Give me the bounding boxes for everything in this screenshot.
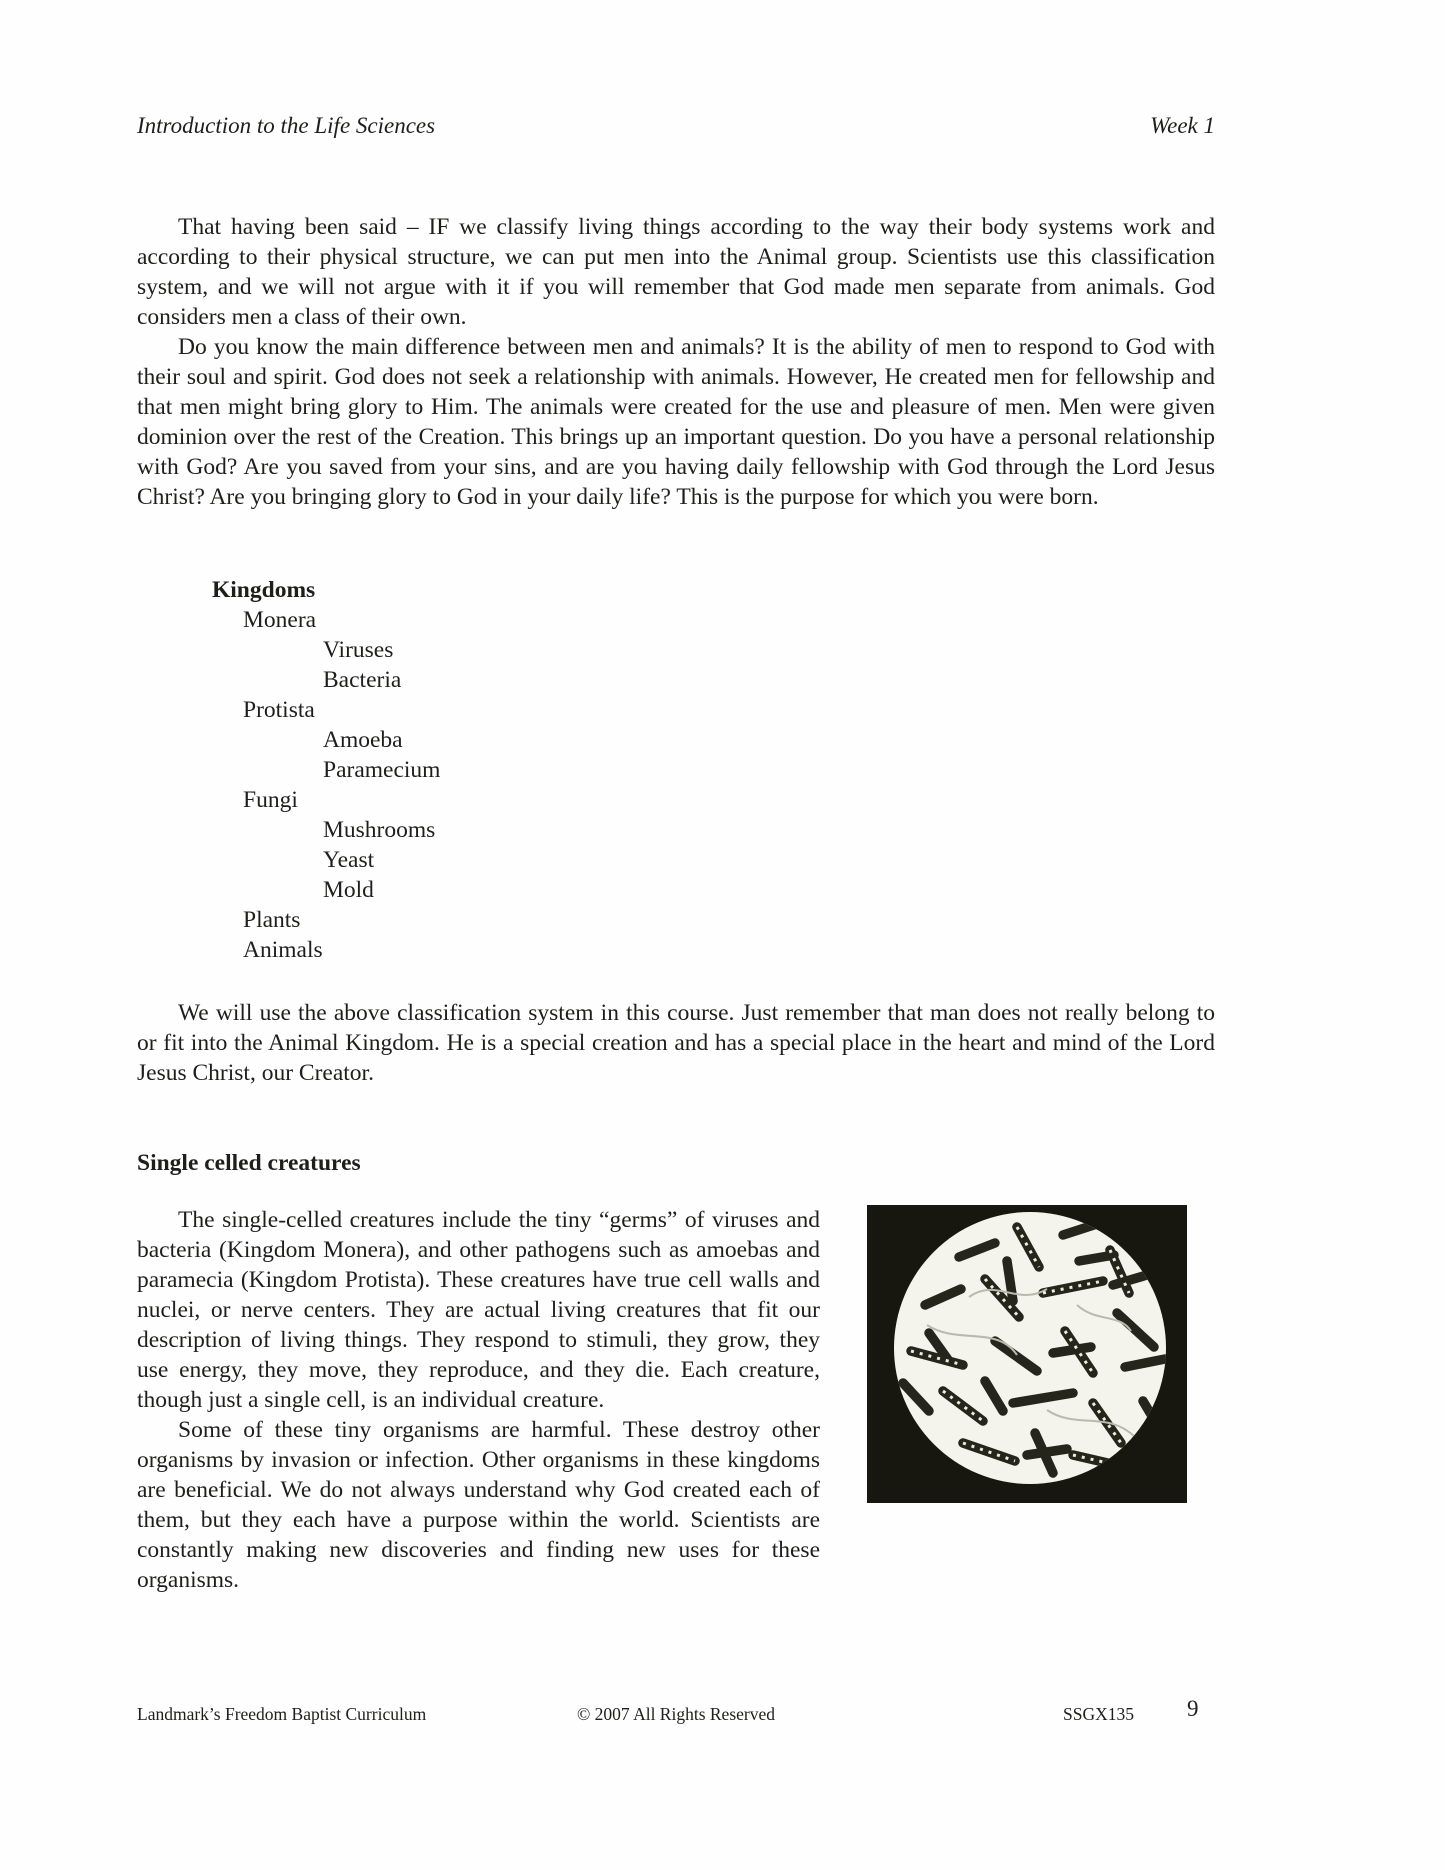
paragraph-single-celled: The single-celled creatures include the tiny “germs” of viruses and bacteria (Kingdom Monera), and other pathogens such as amoebas and paramecia (Kingdom Protista). These creatures have true cell walls and nuclei, or nerve centers. They are actual living creatures that fit our description of living things. They respond to stimuli, they grow, they use energy, they move, they reproduce, and they die. Each creature, though just a single cell, is an individual creature. (137, 1207, 820, 1413)
intro-paragraphs (137, 212, 1215, 512)
kingdom-item: Yeast (323, 847, 375, 873)
single-celled-section (137, 1205, 1215, 1595)
paragraph-classification: That having been said – IF we classify living things according to the way their body systems work and according to their physical structure, we can put men into the Animal group. Scientists use this classification system, and we will not argue with it if you will remember that God made men separate from animals. God considers men a class of their own. (137, 214, 1215, 330)
single-celled-heading: Single celled creatures (137, 1150, 361, 1176)
paragraph-harmful-beneficial: Some of these tiny organisms are harmful. These destroy other organisms by invasion or infection. Other organisms in these kingdoms are beneficial. We do not always understand why God created each of them, but they each have a purpose within the world. Scientists are constantly making new discoveries and finding new uses for these organisms. (137, 1417, 820, 1593)
kingdoms-outline (137, 575, 440, 965)
page-header (137, 112, 1215, 140)
kingdom-item: Mold (323, 877, 374, 903)
bacteria-micrograph-image (867, 1205, 1187, 1503)
kingdom-item: Mushrooms (323, 817, 436, 843)
kingdoms-list (137, 605, 440, 965)
kingdoms-heading: Kingdoms (212, 577, 316, 603)
kingdom-item: Amoeba (323, 727, 403, 753)
kingdom-item: Viruses (323, 637, 394, 663)
paragraph-men-vs-animals: Do you know the main difference between men and animals? It is the ability of men to respond to God with their soul and spirit. God does not seek a relationship with animals. However, He created men for fellowship and that men might bring glory to Him. The animals were created for the use and pleasure of men. Men were given dominion over the rest of the Creation. This brings up an important question. Do you have a personal relationship with God? Are you saved from your sins, and are you having daily fellowship with God through the Lord Jesus Christ? Are you bringing glory to God in your daily life? This is the purpose for which you were born. (137, 334, 1215, 510)
kingdom-item: Monera (243, 607, 317, 633)
kingdom-item: Paramecium (323, 757, 441, 783)
header-week-label: Week 1 (1150, 113, 1215, 138)
paragraph-course-note: We will use the above classification system in this course. Just remember that man does not really belong to or fit into the Animal Kingdom. He is a special creation and has a special place in the heart and mind of the Lord Jesus Christ, our Creator. (137, 1000, 1215, 1086)
footer-code: SSGX135 (1063, 1704, 1134, 1724)
footer-publisher: Landmark’s Freedom Baptist Curriculum (137, 1704, 427, 1724)
footer-page-number: 9 (1187, 1696, 1199, 1721)
kingdom-item: Animals (243, 937, 323, 963)
kingdom-item: Fungi (243, 787, 298, 813)
footer-copyright: © 2007 All Rights Reserved (576, 1704, 775, 1724)
kingdom-item: Bacteria (323, 667, 402, 693)
kingdom-item: Protista (243, 697, 315, 723)
header-course-title: Introduction to the Life Sciences (137, 113, 436, 138)
kingdom-item: Plants (243, 907, 301, 933)
